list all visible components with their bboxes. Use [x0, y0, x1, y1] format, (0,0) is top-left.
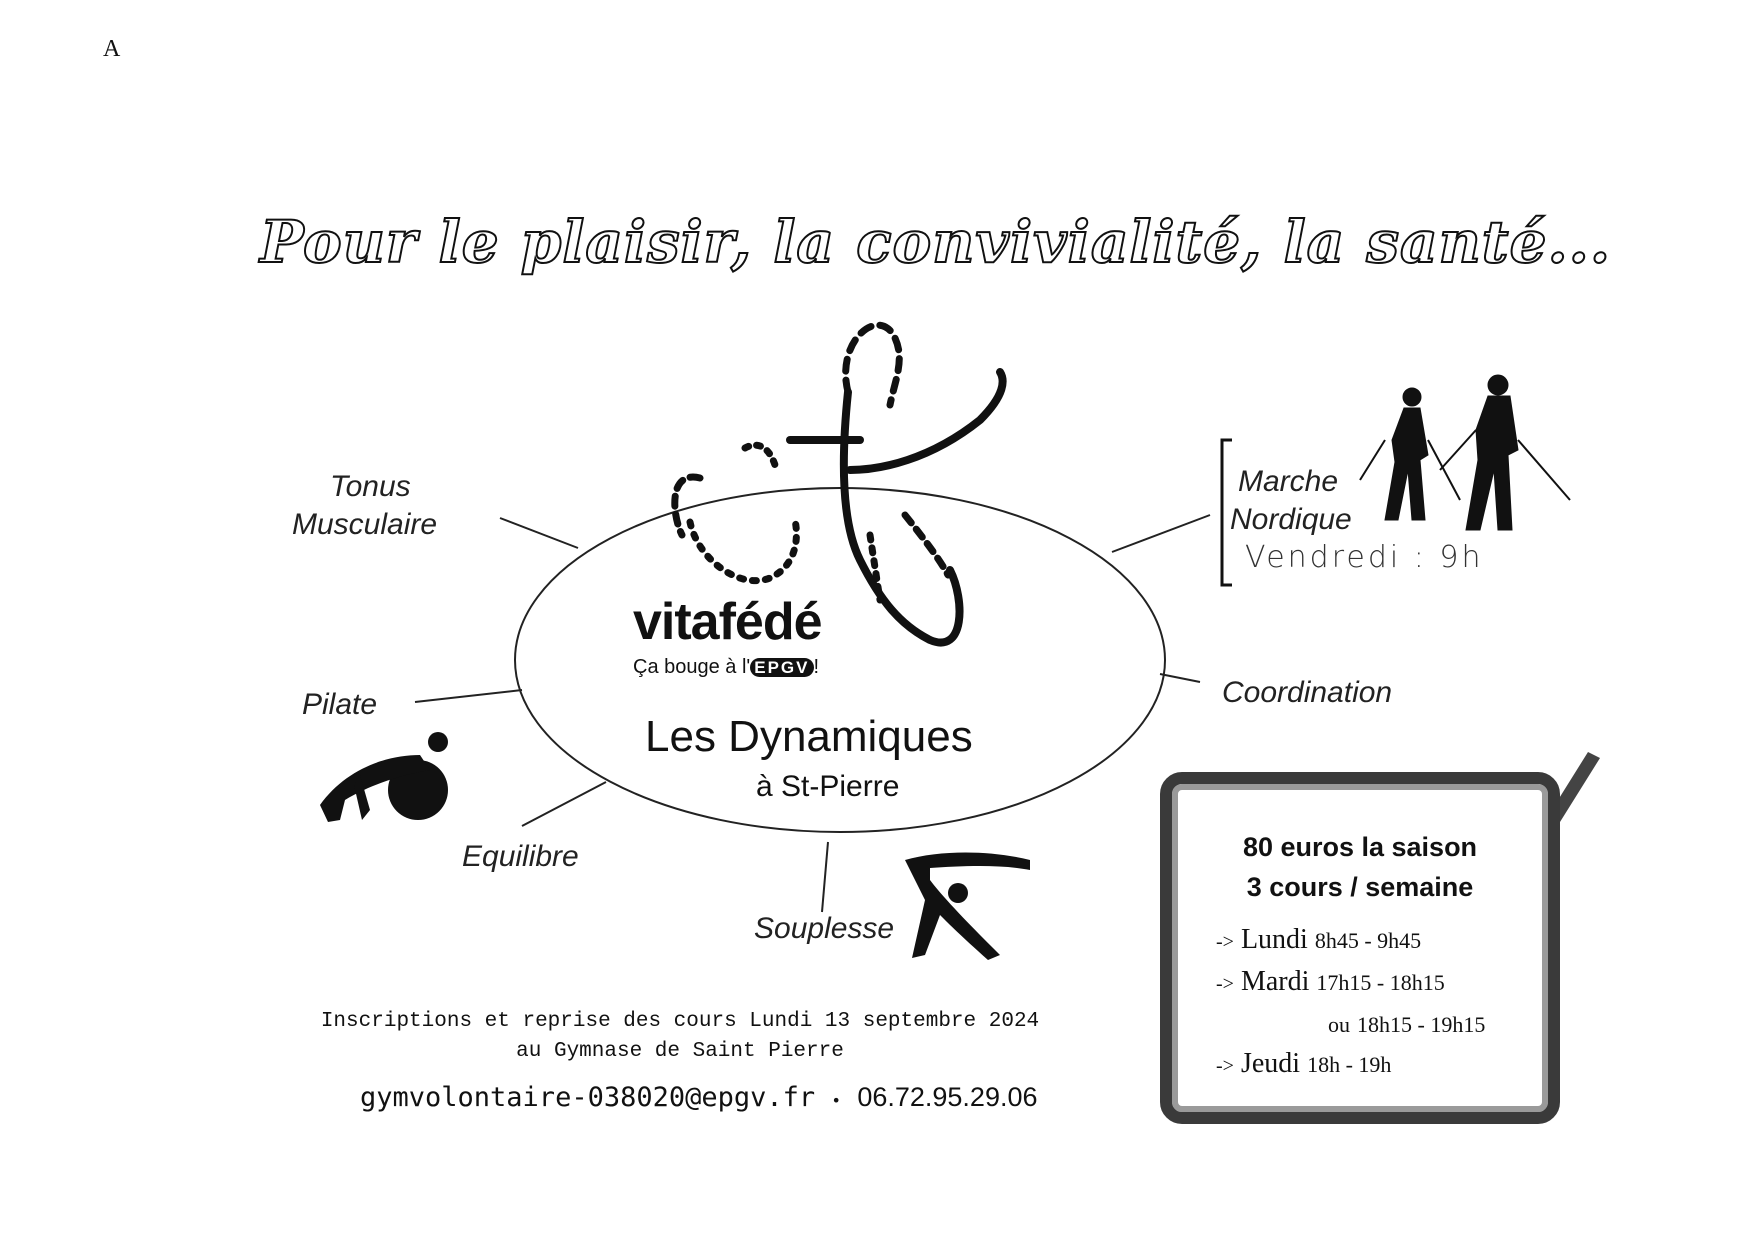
contact-line	[360, 1082, 1038, 1113]
topic-equilibre: Equilibre	[462, 840, 579, 873]
pilates-illustration	[320, 732, 448, 822]
schedule-day: Jeudi	[1240, 1048, 1301, 1079]
connector-souplesse	[822, 842, 828, 912]
corner-mark: A	[103, 36, 121, 62]
registration-info: Inscriptions et reprise des cours Lundi 13 septembre 2024	[320, 1010, 1040, 1033]
handwritten-note: Vendredi : 9h	[1245, 540, 1484, 575]
price-text: 80 euros la saison	[1242, 832, 1478, 862]
connector-pilate	[415, 690, 522, 702]
topic-marche-line1: Marche	[1238, 465, 1339, 498]
contact-phone: 06.72.95.29.06	[857, 1082, 1038, 1112]
topic-tonus-line2: Musculaire	[292, 508, 438, 541]
schedule-arrow: ->	[1216, 1055, 1234, 1077]
brand-name: vitafédé	[633, 593, 822, 651]
schedule-time: 8h45 - 9h45	[1314, 928, 1422, 953]
pricing-box	[1160, 772, 1560, 1124]
topic-pilate: Pilate	[302, 688, 378, 721]
venue-info: au Gymnase de Saint Pierre	[516, 1040, 844, 1063]
connector-equilibre	[522, 782, 606, 826]
connector-marche	[1112, 515, 1210, 552]
schedule-time: 17h15 - 18h15	[1316, 970, 1445, 995]
schedule-day: Mardi	[1240, 966, 1310, 997]
club-name: Les Dynamiques	[645, 712, 973, 761]
schedule-day: Lundi	[1240, 924, 1308, 955]
contact-separator: •	[831, 1091, 842, 1110]
club-location: à St-Pierre	[756, 770, 900, 803]
topic-coordination: Coordination	[1222, 676, 1393, 709]
schedule-time: 18h - 19h	[1307, 1052, 1392, 1077]
topic-tonus-musculaire	[292, 468, 438, 544]
stretching-illustration	[905, 853, 1030, 961]
schedule-row	[1216, 966, 1445, 998]
schedule-time: 18h15 - 19h15	[1357, 1012, 1486, 1037]
schedule-arrow: ->	[1216, 973, 1234, 995]
topic-souplesse: Souplesse	[754, 912, 895, 945]
brand-tagline	[633, 656, 819, 679]
schedule-arrow: ->	[1216, 931, 1234, 953]
schedule-row	[1216, 1048, 1391, 1080]
topic-tonus-line1: Tonus	[330, 470, 411, 503]
connector-coordination	[1160, 674, 1200, 682]
contact-email: gymvolontaire-038020@epgv.fr	[360, 1082, 816, 1113]
tagline-suffix: !	[813, 656, 820, 678]
connector-tonus	[500, 518, 578, 548]
tagline-prefix: Ça bouge à l'	[633, 656, 751, 678]
topic-marche-nordique	[1230, 463, 1352, 539]
headline: Pour le plaisir, la convivialité, la santé...	[260, 208, 1612, 276]
frequency-text: 3 cours / semaine	[1246, 872, 1474, 902]
epgv-badge: EPGV	[750, 658, 813, 677]
schedule-row	[1328, 1008, 1485, 1040]
nordic-walkers-illustration	[1360, 375, 1570, 530]
schedule-day: ou	[1328, 1012, 1350, 1037]
schedule-row	[1216, 924, 1421, 956]
topic-marche-line2: Nordique	[1230, 503, 1352, 536]
